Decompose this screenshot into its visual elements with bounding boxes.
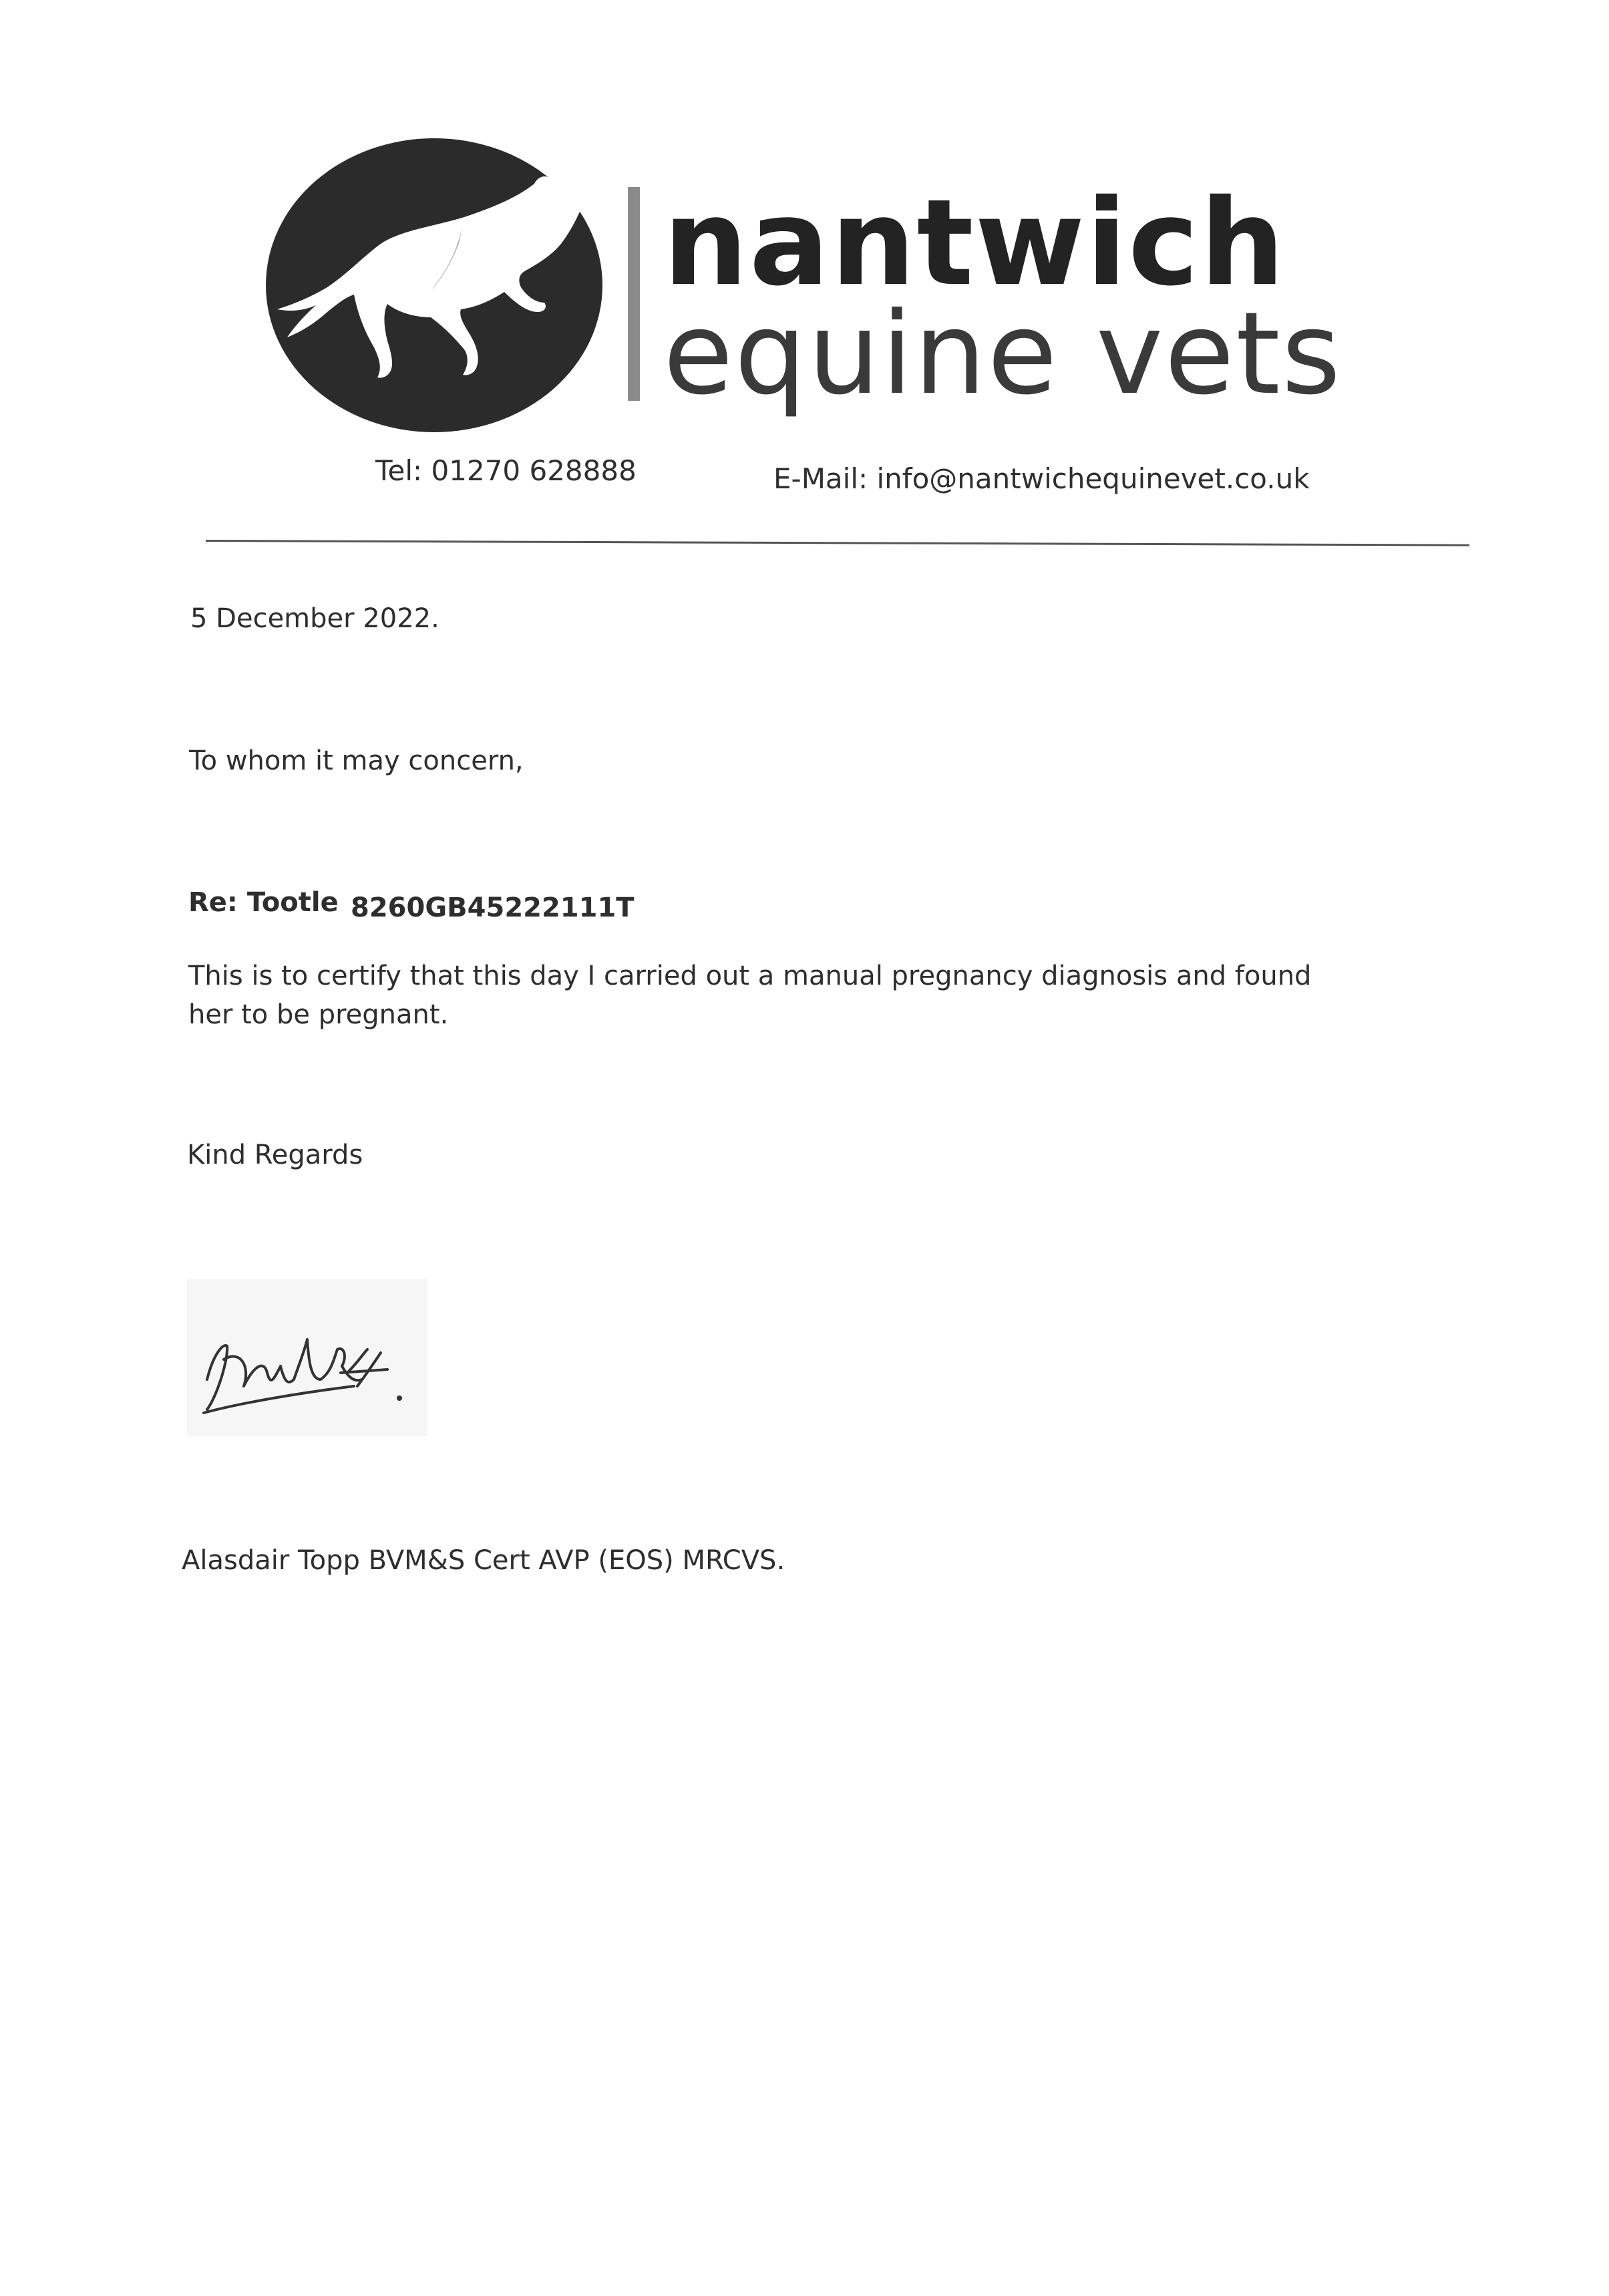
email-address: E-Mail: info@nantwichequinevet.co.uk: [773, 462, 1310, 495]
header-rule: [206, 540, 1469, 546]
signatory-name: Alasdair Topp BVM&S Cert AVP (EOS) MRCVS.: [182, 1545, 785, 1576]
subject-horse-id: 8260GB45222111T: [351, 892, 635, 923]
handwritten-signature: [187, 1279, 427, 1436]
letter-date: 5 December 2022.: [190, 603, 439, 634]
certification-body: This is to certify that this day I carried out a manual pregnancy diagnosis and found her to be pregnant.: [188, 961, 1312, 1030]
salutation: To whom it may concern,: [189, 746, 524, 776]
letterhead-logo: [264, 137, 1343, 438]
telephone-number: Tel: 01270 628888: [375, 454, 637, 487]
subject-horse-name: Re: Tootle: [188, 887, 339, 918]
logo-divider: [628, 187, 640, 401]
jumping-horse-icon: [264, 137, 604, 434]
brand-name-line1: nantwich: [663, 174, 1286, 312]
closing: Kind Regards: [187, 1140, 363, 1170]
contact-details: [0, 454, 1609, 494]
brand-name-line2: equine vets: [663, 288, 1343, 420]
